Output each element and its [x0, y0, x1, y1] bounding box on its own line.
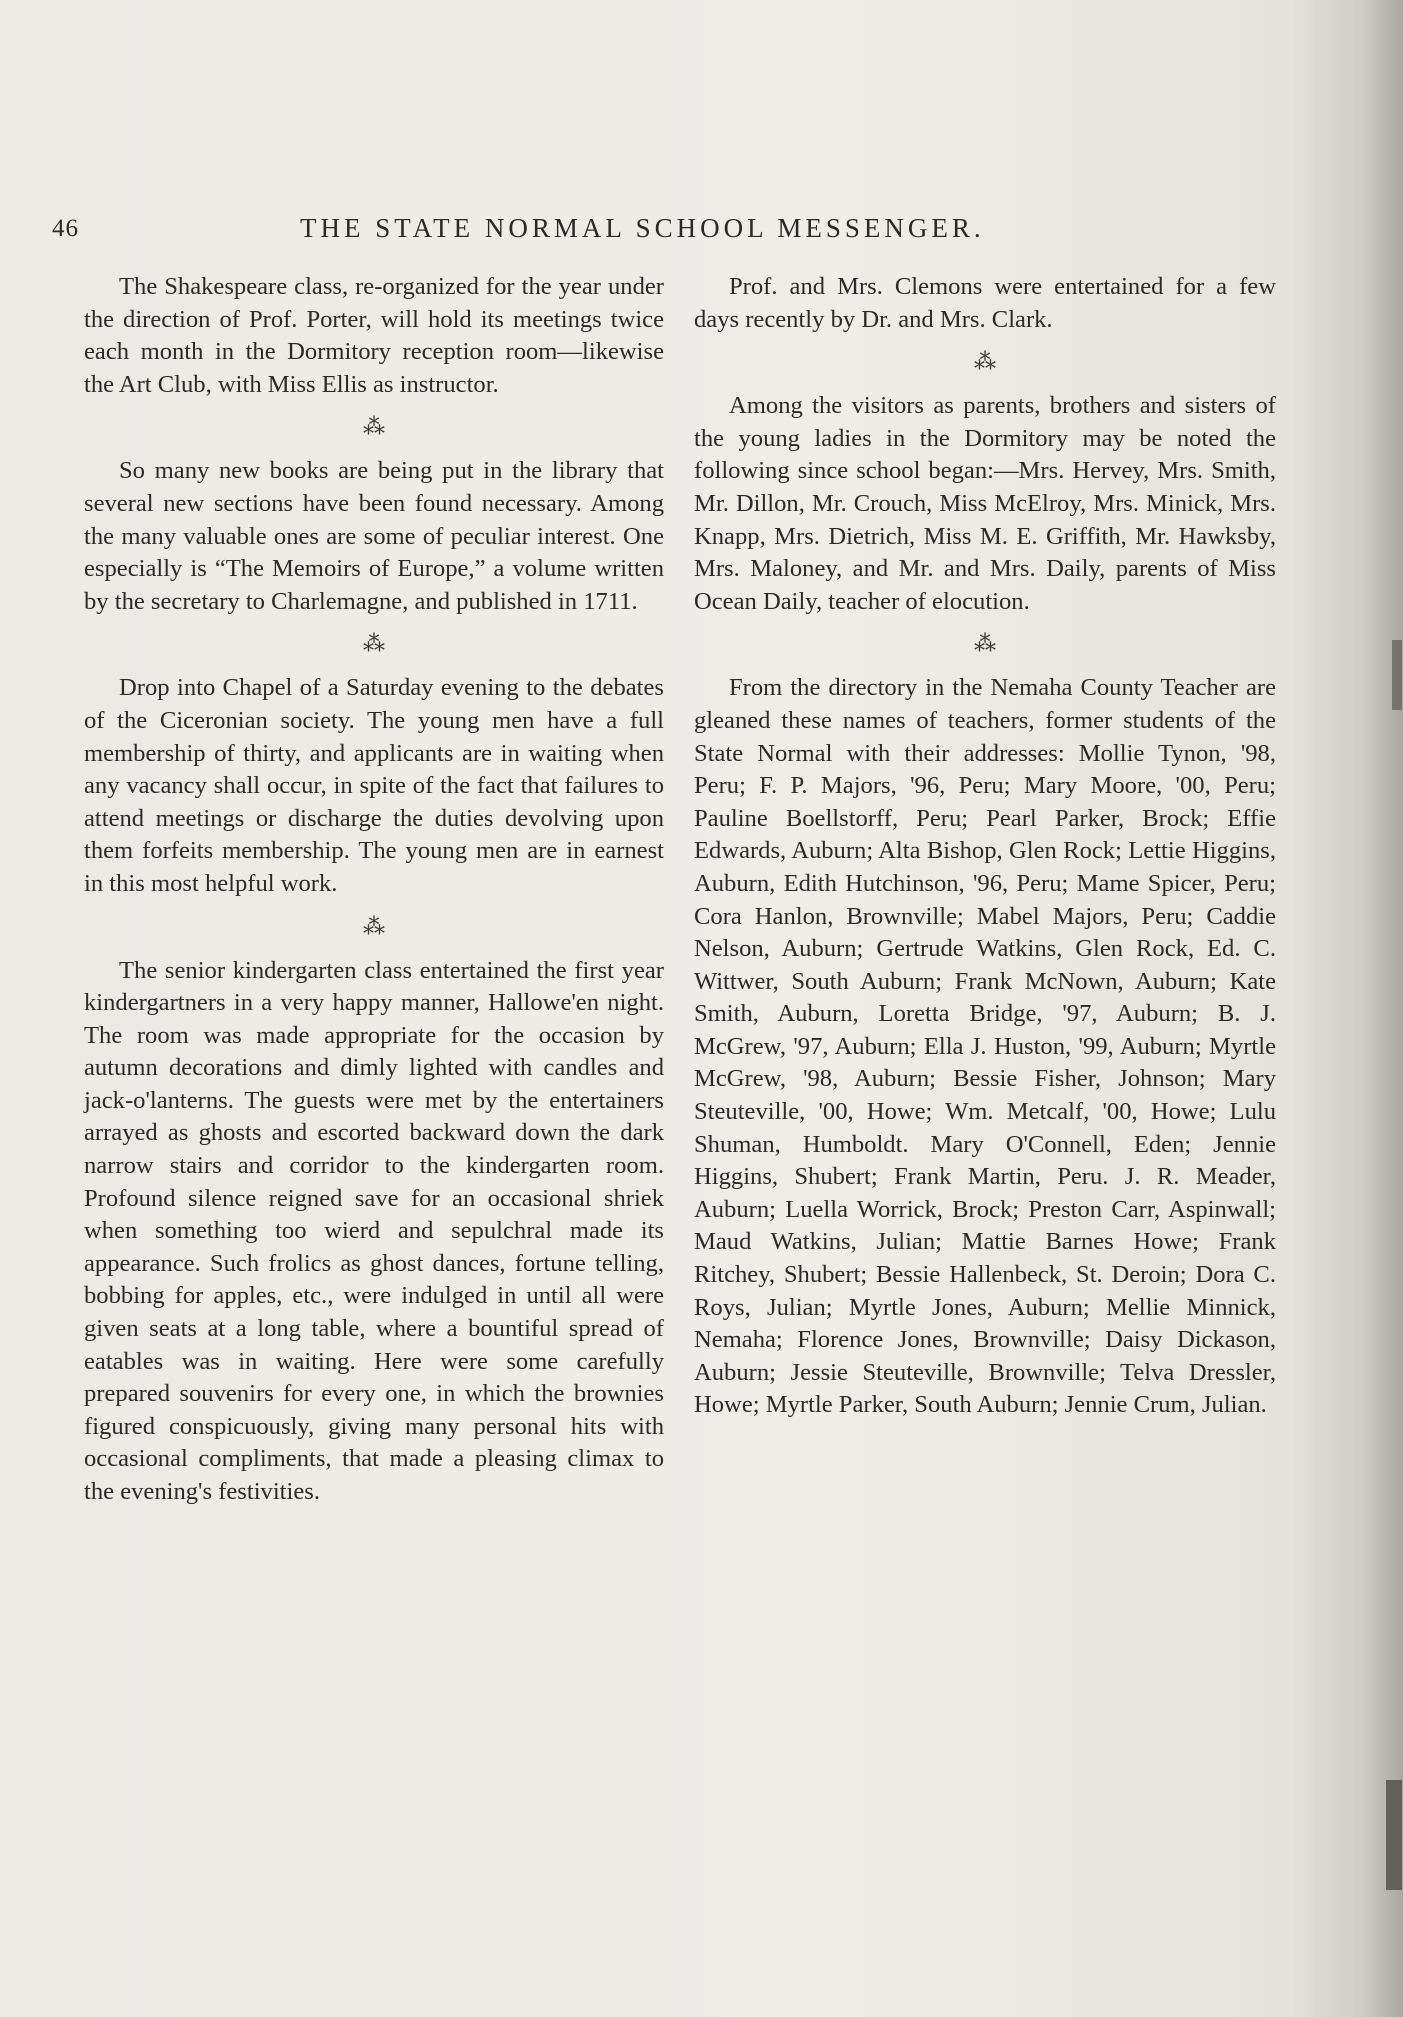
scan-edge-mark	[1392, 640, 1402, 710]
ornament-divider: ⁂	[363, 414, 385, 440]
ornament-divider: ⁂	[363, 913, 385, 939]
item-kindergarten-halloween: The senior kindergarten class entertained the first year kindergartners in a very happy manner, Hallowe'en night. The room was made appropriate for the occasion by autumn decorations and dimly lighted with candles and jack-o'lanterns. The guests were met by the entertainers arrayed as ghosts and escorted backward down the dark narrow stairs and corridor to the kindergarten room. Profound silence reigned save for an occasional shriek when something too wierd and sepulchral made its appearance. Such frolics as ghost dances, fortune telling, bobbing for apples, etc., were indulged in until all were given seats at a long table, where a bountiful spread of eatables was in waiting. Here were some carefully prepared souvenirs for every one, in which the brownies figured conspicuously, giving many personal hits with occasional compliments, that made a pleasing climax to the evening's festivities.	[84, 956, 664, 1505]
left-column	[84, 271, 664, 1509]
ornament-divider: ⁂	[974, 349, 996, 375]
item-dormitory-visitors: Among the visitors as parents, brothers and sisters of the young ladies in the Dormitory may be noted the following since school began:—Mrs. Hervey, Mrs. Smith, Mr. Dillon, Mr. Crouch, Miss McElroy, Mrs. Minick, Mrs. Knapp, Mrs. Dietrich, Miss M. E. Griffith, Mr. Hawksby, Mrs. Maloney, and Mr. and Mrs. Daily, parents of Miss Ocean Daily, teacher of elocution.	[694, 392, 1276, 615]
item-library-books: So many new books are being put in the library that several new sections have been found necessary. Among the many valuable ones are some of peculiar interest. One especially is “The Memoirs of Europe,” a volume written by the secretary to Charlemagne, and published in 1711.	[84, 457, 664, 615]
item-teacher-directory: From the directory in the Nemaha County Teacher are gleaned these names of teachers, former students of the State Normal with their addresses: Mollie Tynon, '98, Peru; F. P. Majors, '96, Peru; Mary Moore, '00, Peru; Pauline Boellstorff, Peru; Pearl Parker, Brock; Effie Edwards, Auburn; Alta Bishop, Glen Rock; Lettie Higgins, Auburn, Edith Hutchinson, '96, Peru; Mame Spicer, Peru; Cora Hanlon, Brownville; Mabel Majors, Peru; Caddie Nelson, Auburn; Gertrude Watkins, Glen Rock, Ed. C. Wittwer, South Auburn; Frank McNown, Auburn; Kate Smith, Auburn, Loretta Bridge, '97, Auburn; B. J. McGrew, '97, Auburn; Ella J. Huston, '99, Auburn; Myrtle McGrew, '98, Auburn; Bessie Fisher, Johnson; Mary Steuteville, '00, Howe; Wm. Metcalf, '00, Howe; Lulu Shuman, Humboldt. Mary O'Connell, Eden; Jennie Higgins, Shubert; Frank Martin, Peru. J. R. Meader, Auburn; Luella Worrick, Brock; Preston Carr, Aspinwall; Maud Watkins, Julian; Mattie Barnes Howe; Frank Ritchey, Shubert; Bessie Hallenbeck, St. Deroin; Dora C. Roys, Julian; Myrtle Jones, Auburn; Mellie Minnick, Nemaha; Florence Jones, Brownville; Daisy Dickason, Auburn; Jessie Steuteville, Brownville; Telva Dressler, Howe; Myrtle Parker, South Auburn; Jennie Crum, Julian.	[694, 674, 1276, 1419]
ornament-divider: ⁂	[363, 631, 385, 657]
right-column	[694, 271, 1276, 1422]
ornament-divider: ⁂	[974, 631, 996, 657]
page-number: 46	[52, 215, 79, 242]
running-title: THE STATE NORMAL SCHOOL MESSENGER.	[300, 213, 985, 243]
item-ciceronian-society: Drop into Chapel of a Saturday evening to the debates of the Ciceronian society. The young men have a full membership of thirty, and applicants are in waiting when any vacancy shall occur, in spite of the fact that failures to attend meetings or discharge the duties devolving upon them forfeits membership. The young men are in earnest in this most helpful work.	[84, 674, 664, 897]
scan-edge-mark	[1386, 1780, 1402, 1890]
item-clemons-visit: Prof. and Mrs. Clemons were entertained for a few days recently by Dr. and Mrs. Clark.	[694, 273, 1276, 333]
item-shakespeare-class: The Shakespeare class, re-organized for the year under the direction of Prof. Porter, will hold its meetings twice each month in the Dormitory reception room—likewise the Art Club, with Miss Ellis as instructor.	[84, 273, 664, 398]
